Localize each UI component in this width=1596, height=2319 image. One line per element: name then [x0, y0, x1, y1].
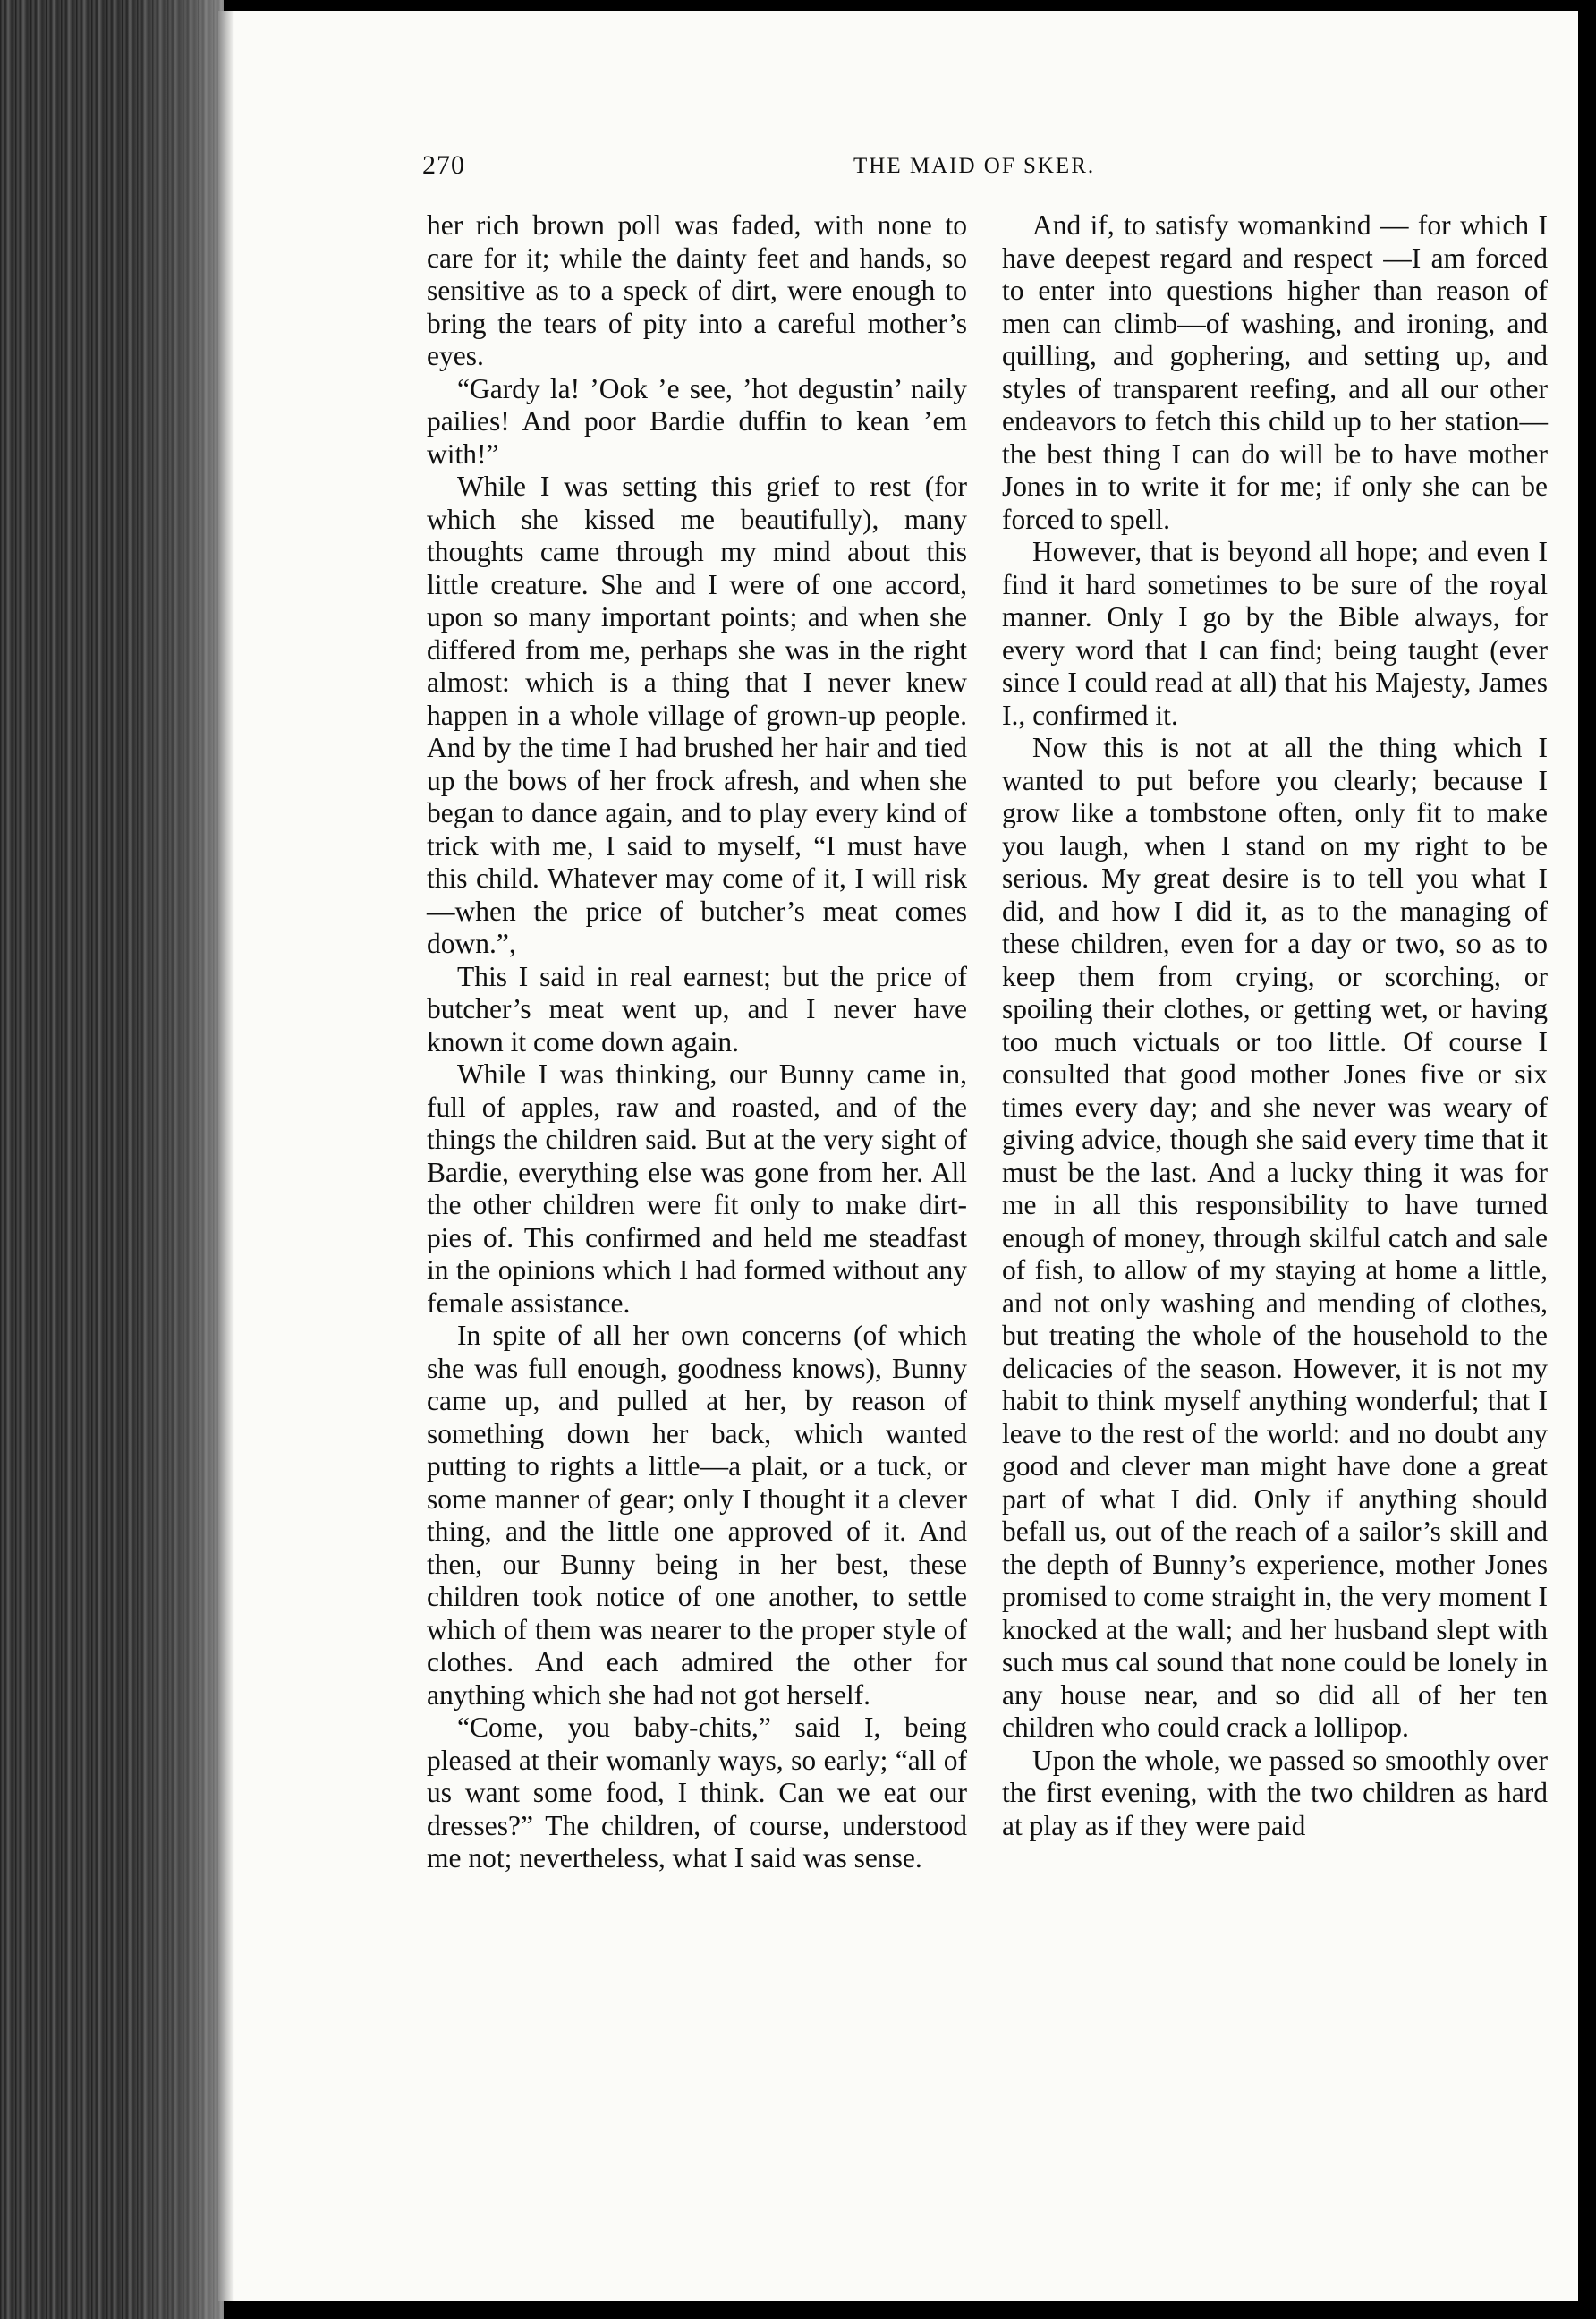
paragraph: In spite of all her own concerns (of which she was full enough, goodness knows), Bunny came up, and pulled at her, by reason of something down her back, which wanted putting to rights a little—a plait, or a tuck, or some manner of gear; only I thought it a clever thing, and the little one approved of it. And then, our Bunny being in her best, these children took notice of one another, to settle which of them was nearer to the proper style of clothes. And each admired the other for anything which she had not got herself. [427, 1320, 967, 1711]
paragraph: While I was setting this grief to rest (for which she kissed me beautifully), many thoughts came through my mind about this little creature. She and I were of one accord, upon so many important points; and when she differed from me, perhaps she was in the right almost: which is a thing that I never knew happen in a whole village of grown-up people. And by the time I had brushed her hair and tied up the bows of her frock afresh, and when she began to dance again, and to play every kind of trick with me, I said to myself, “I must have this child. Whatever may come of it, I will risk—when the price of butcher’s meat comes down.”, [427, 471, 967, 959]
book-spine-edge [0, 0, 224, 2319]
paragraph: While I was thinking, our Bunny came in, full of apples, raw and roasted, and of the things the children said. But at the very sight of Bardie, everything else was gone from her. All the other children were fit only to make dirt-pies of. This confirmed and held me steadfast in the opinions which I had formed without any female assistance. [427, 1058, 967, 1319]
page-number: 270 [422, 150, 465, 180]
paragraph: “Come, you baby-chits,” said I, being pleased at their womanly ways, so early; “all of us want some food, I think. Can we eat our dresses?” The children, of course, understood me not; nevertheless, what I said was sense. [427, 1712, 967, 1873]
left-column [427, 209, 967, 1875]
paragraph: However, that is beyond all hope; and even I find it hard sometimes to be sure of the royal manner. Only I go by the Bible always, for every word that I can find; being taught (ever since I could read at all) that his Majesty, James I., confirmed it. [1002, 536, 1548, 731]
paragraph: This I said in real earnest; but the price of butcher’s meat went up, and I never have known it come down again. [427, 960, 967, 1058]
page-gutter-shadow [218, 11, 234, 2301]
running-title: THE MAID OF SKER. [853, 154, 1096, 178]
paragraph: her rich brown poll was faded, with none to care for it; while the dainty feet and hands, so sensitive as to a speck of dirt, were enough to bring the tears of pity into a careful mother’s eyes. [427, 209, 967, 371]
paragraph: Now this is not at all the thing which I wanted to put before you clearly; because I grow like a tombstone often, only fit to make you laugh, when I stand on my right to be serious. My great desire is to tell you what I did, and how I did it, as to the managing of these children, even for a day or two, so as to keep them from crying, or scorching, or spoiling their clothes, or getting wet, or having too much victuals or too little. Of course I consulted that good mother Jones five or six times every day; and she never was weary of giving advice, though she said every time that it must be the last. And a lucky thing it was for me in all this responsibility to have turned enough of money, through skilful catch and sale of fish, to allow of my staying at home a little, and not only washing and mending of clothes, but treating the whole of the household to the delicacies of the season. However, it is not my habit to think myself anything wonderful; that I leave to the rest of the world: and no doubt any good and clever man might have done a great part of what I did. Only if anything should befall us, out of the reach of a sailor’s skill and the depth of Bunny’s experience, mother Jones promised to come straight in, the very moment I knocked at the wall; and her husband slept with such mus cal sound that none could be lonely in any house near, and so did all of her ten children who could crack a lollipop. [1002, 732, 1548, 1743]
paragraph: And if, to satisfy womankind — for which I have deepest regard and respect —I am forced to enter into questions higher than reason of men can climb—of washing, and ironing, and quilling, and gophering, and setting up, and styles of transparent reefing, and all our other endeavors to fetch this child up to her station—the best thing I can do will be to have mother Jones in to write it for me; if only she can be forced to spell. [1002, 209, 1548, 535]
paragraph: “Gardy la! ’Ook ’e see, ’hot degustin’ naily pailies! And poor Bardie duffin to kean ’em with!” [427, 372, 967, 470]
right-column [1002, 209, 1548, 1842]
page-header [218, 150, 1578, 186]
paragraph: Upon the whole, we passed so smoothly over the first evening, with the two children as hard at play as if they were paid [1002, 1744, 1548, 1841]
book-page [218, 11, 1578, 2301]
